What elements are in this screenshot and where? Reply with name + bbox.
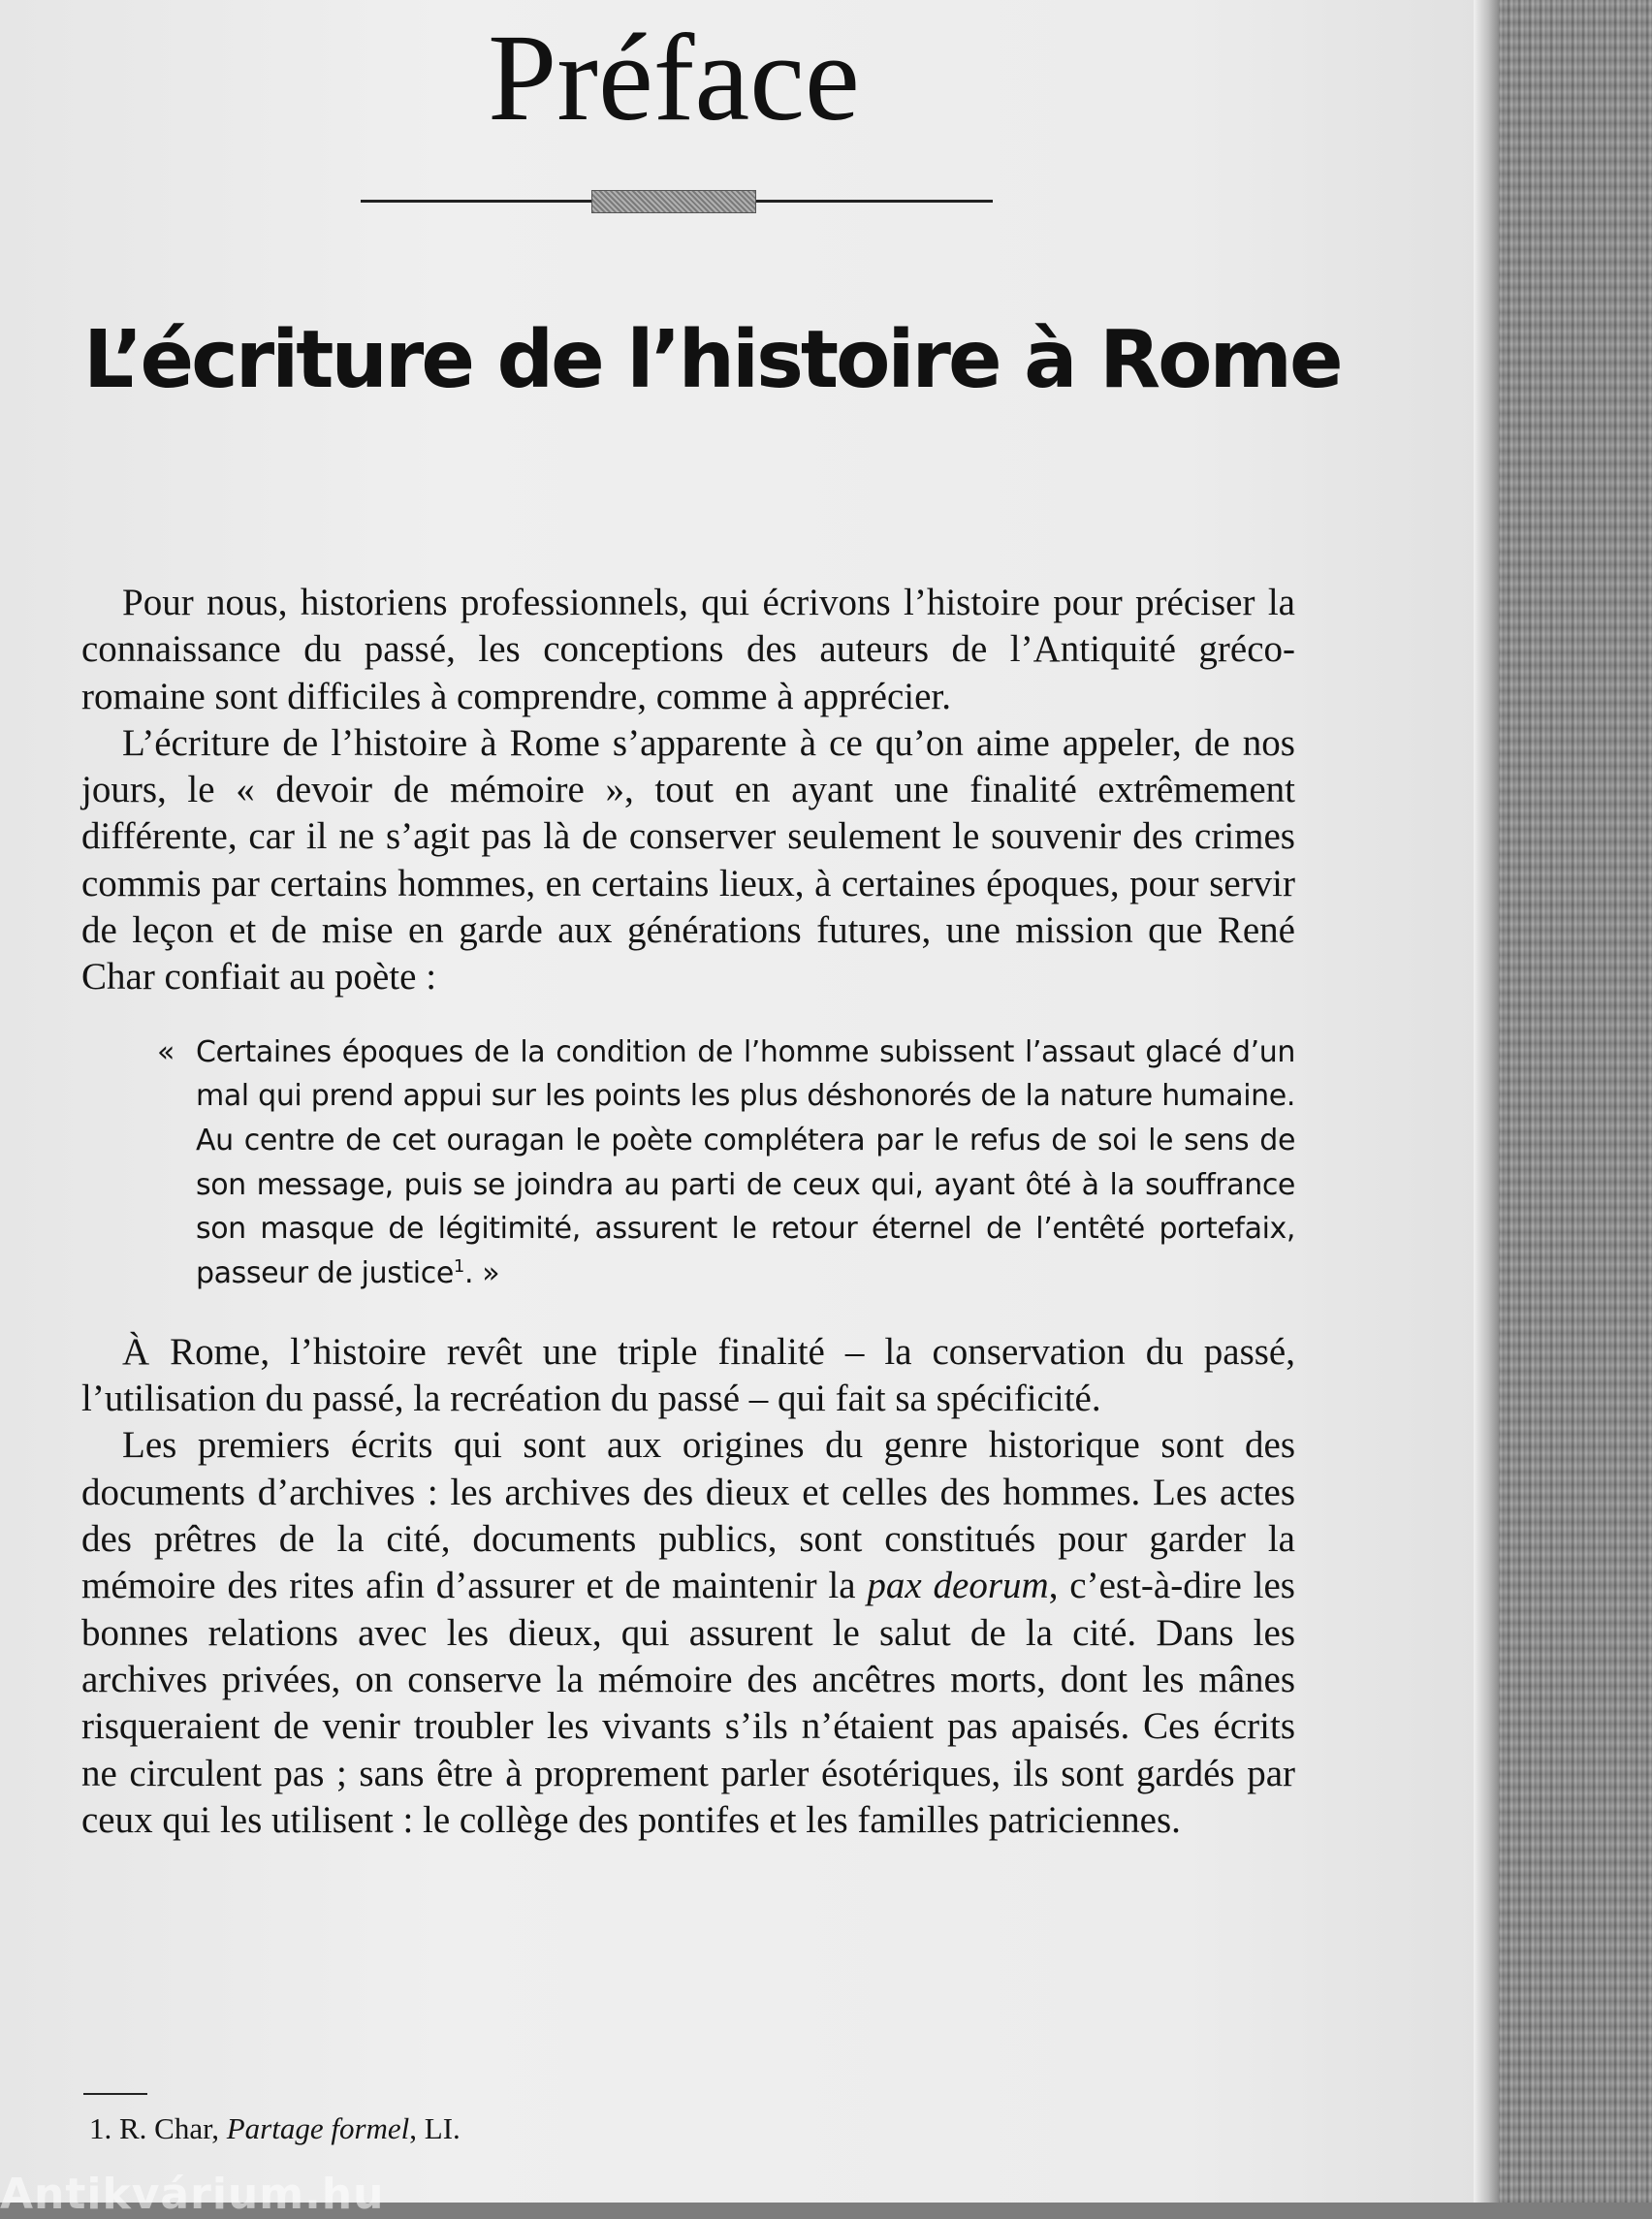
title-ornament	[361, 190, 993, 211]
block-quote	[81, 1030, 1295, 1296]
paragraph-4-italic: pax deorum	[867, 1565, 1049, 1607]
body-text	[81, 580, 1295, 1844]
quote-open-mark: «	[157, 1034, 175, 1069]
watermark: Antikvárium.hu	[0, 2170, 385, 2219]
footnote-title: Partage formel	[226, 2111, 410, 2145]
paragraph-3: À Rome, l’histoire revêt une triple finalité – la conservation du passé, l’utilisation du passé, la recréation du passé – qui fait sa spécificité.	[81, 1330, 1295, 1420]
quote-close-mark: . »	[463, 1256, 500, 1291]
book-spine	[1493, 0, 1652, 2203]
paragraph-4-end: , c’est-à-dire les bonnes relations avec les dieux, qui assurent le salut de la cité. Dans les archives privées, on conserve la mémoire des ancêtres morts, dont les mânes risqueraient de venir troubler les vivants s’ils n’étaient pas apaisés. Ces écrits ne circulent pas ; sans être à proprement parler ésotériques, ils sont gardés par ceux qui les utilisent : le collège des pontifes et les familles patriciennes.	[81, 1565, 1295, 1841]
page-edge-shadow	[1474, 0, 1499, 2203]
quote-text: Certaines époques de la condition de l’homme subissent l’assaut glacé d’un mal qui prend appui sur les points les plus déshonorés de la nature humaine. Au centre de cet ouragan le poète complétera par le refus de soi le sens de son message, puis se joindra au parti de ceux qui, ayant ôté à la souffrance son masque de légitimité, assurent le retour éternel de l’entêté portefaix, passeur de justice	[196, 1034, 1295, 1291]
footnote-suffix: , LI.	[409, 2111, 461, 2145]
paragraph-4	[81, 1422, 1295, 1844]
chapter-title: L’écriture de l’histoire à Rome	[83, 314, 1341, 406]
footnote-prefix: 1. R. Char,	[89, 2111, 227, 2145]
footnote-reference: 1	[453, 1256, 464, 1278]
footnote-rule	[83, 2093, 147, 2095]
paragraph-4-start: Les premiers écrits qui sont aux origines du genre historique sont des documents d’archives : les archives des dieux et celles des hommes. Les actes des prêtres de la cité, documents publics, sont constitués pour garder la mémoire des rites afin d’assurer et de maintenir la	[81, 1424, 1295, 1607]
footnote	[89, 2109, 461, 2148]
paragraph-2: L’écriture de l’histoire à Rome s’apparente à ce qu’on aime appeler, de nos jours, le « devoir de mémoire », tout en ayant une finalité extrêmement différente, car il ne s’agit pas là de conserver seulement le souvenir des crimes commis par certains hommes, en certains lieux, à certaines époques, pour servir de leçon et de mise en garde aux générations futures, une mission que René Char confiait au poète :	[81, 721, 1295, 999]
ornament-bar	[591, 190, 756, 213]
preface-title: Préface	[488, 9, 860, 146]
paragraph-1: Pour nous, historiens professionnels, qui écrivons l’histoire pour préciser la connaissance du passé, les conceptions des auteurs de l’Antiquité gréco-romaine sont difficiles à comprendre, comme à apprécier.	[81, 582, 1295, 717]
